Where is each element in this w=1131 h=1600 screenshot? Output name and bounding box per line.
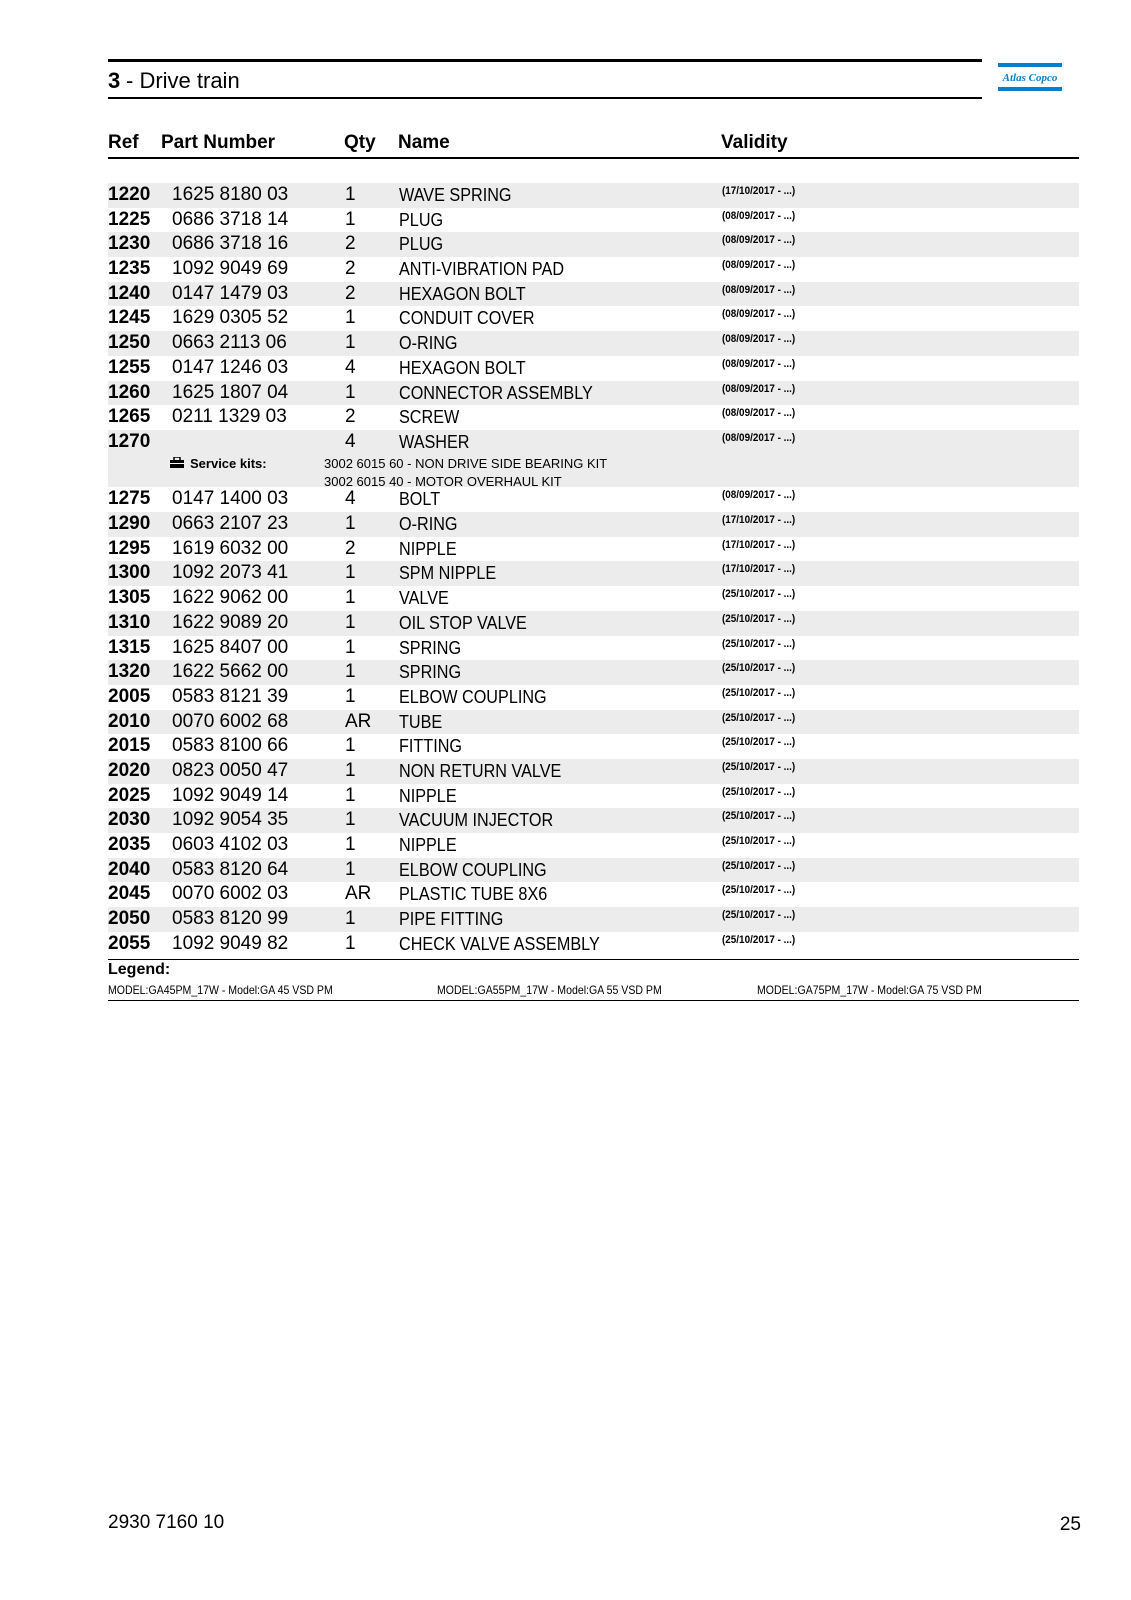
row-qty: 1 [345,332,356,354]
row-validity: (25/10/2017 - ...) [722,760,796,773]
row-validity: (08/09/2017 - ...) [722,407,796,420]
table-row [108,858,1079,883]
row-name: NIPPLE [399,835,457,855]
row-part-number: 0686 3718 14 [172,208,289,230]
row-validity: (25/10/2017 - ...) [722,810,796,823]
row-qty: 1 [345,932,356,954]
column-header-name: Name [398,132,450,153]
row-ref: 2030 [108,809,151,831]
atlas-copco-logo [998,63,1062,93]
logo-text: Atlas Copco [1002,72,1058,84]
row-part-number: 0070 6002 03 [172,883,289,905]
row-part-number: 1092 9049 69 [172,258,289,280]
row-part-number: 1092 2073 41 [172,562,289,584]
row-part-number: 0686 3718 16 [172,233,289,255]
row-part-number: 0147 1479 03 [172,282,289,304]
row-part-number: 0583 8120 64 [172,858,289,880]
row-part-number: 0211 1329 03 [172,406,287,428]
row-qty: 4 [345,430,356,452]
row-qty: 1 [345,759,356,781]
page-number: 25 [1059,1514,1081,1535]
row-validity: (25/10/2017 - ...) [722,884,796,897]
row-part-number: 1092 9049 82 [172,932,289,954]
column-header-ref: Ref [108,132,139,153]
row-ref: 1315 [108,636,151,658]
row-validity: (25/10/2017 - ...) [722,859,796,872]
row-ref: 2005 [108,685,151,707]
row-qty: 1 [345,611,356,633]
row-ref: 1290 [108,513,151,535]
section-header [108,59,982,99]
table-row [108,282,1079,307]
row-part-number: 1629 0305 52 [172,307,289,329]
row-validity: (17/10/2017 - ...) [722,185,796,197]
row-validity: (08/09/2017 - ...) [722,283,796,296]
row-part-number: 0147 1400 03 [172,488,289,510]
row-ref: 2010 [108,710,151,732]
row-ref: 1240 [108,282,151,304]
row-name: WAVE SPRING [399,185,512,205]
row-ref: 1260 [108,381,151,403]
row-qty: 1 [345,208,356,230]
row-qty: 1 [345,784,356,806]
table-row [108,183,1079,208]
section-title: - Drive train [126,68,240,93]
row-part-number: 1092 9049 14 [172,784,289,806]
parts-table [108,183,1079,956]
row-name: NIPPLE [399,538,457,559]
row-validity: (17/10/2017 - ...) [722,514,796,527]
row-ref: 1230 [108,233,151,255]
row-part-number: 1619 6032 00 [172,537,289,559]
table-row [108,710,1079,735]
table-row [108,306,1079,331]
row-qty: 1 [345,184,356,205]
row-part-number: 1622 9062 00 [172,587,289,609]
row-name: O-RING [399,333,458,354]
row-validity: (17/10/2017 - ...) [722,538,796,551]
legend-top-rule [108,959,1079,960]
row-validity: (25/10/2017 - ...) [722,637,796,650]
row-name: NON RETURN VALVE [399,760,562,781]
row-name: ELBOW COUPLING [399,859,547,880]
row-part-number: 1622 9089 20 [172,611,289,633]
legend-label: Legend: [108,961,171,978]
row-validity: (17/10/2017 - ...) [722,563,796,576]
table-row [108,381,1079,406]
row-validity: (25/10/2017 - ...) [722,835,796,847]
row-qty: 1 [345,307,356,329]
row-validity: (25/10/2017 - ...) [722,736,796,749]
row-part-number: 1625 8407 00 [172,636,289,658]
row-validity: (25/10/2017 - ...) [722,909,796,922]
row-qty: 1 [345,908,356,930]
row-name: SPRING [399,637,462,658]
row-validity: (08/09/2017 - ...) [722,431,796,444]
row-validity: (08/09/2017 - ...) [722,259,796,272]
row-ref: 1265 [108,406,151,428]
table-row [108,430,1079,488]
table-row [108,487,1079,512]
legend-item: MODEL:GA75PM_17W - Model:GA 75 VSD PM [757,983,982,997]
row-validity: (08/09/2017 - ...) [722,333,796,346]
row-name: FITTING [399,736,462,757]
row-qty: 4 [345,356,356,378]
section-number: 3 [108,68,121,93]
row-ref: 1305 [108,587,151,609]
service-kits-label: Service kits: [190,455,267,471]
row-ref: 2055 [108,932,151,954]
toolbox-icon [170,457,184,468]
row-validity: (25/10/2017 - ...) [722,612,796,625]
row-name: ANTI-VIBRATION PAD [399,259,565,280]
row-part-number: 0663 2107 23 [172,513,289,535]
row-validity: (25/10/2017 - ...) [722,933,796,946]
row-name: SPM NIPPLE [399,563,497,584]
row-qty: 4 [345,488,356,510]
row-ref: 2025 [108,784,151,806]
row-qty: 1 [345,834,356,855]
table-row [108,405,1079,430]
row-name: CONDUIT COVER [399,308,535,329]
column-header-qty: Qty [344,132,376,153]
row-qty: 1 [345,661,356,683]
row-qty: 1 [345,562,356,584]
table-row [108,208,1079,233]
table-row [108,586,1079,611]
row-ref: 1245 [108,307,151,329]
table-row [108,932,1079,957]
row-ref: 1295 [108,537,151,559]
row-name: TUBE [399,711,443,732]
table-row [108,356,1079,381]
row-ref: 1255 [108,356,151,378]
table-row [108,232,1079,257]
service-kit-item: 3002 6015 60 - NON DRIVE SIDE BEARING KIT [324,455,608,471]
row-qty: 1 [345,587,356,609]
row-qty: 1 [345,858,356,880]
column-header-part-number: Part Number [161,132,276,153]
row-qty: 1 [345,513,356,535]
row-qty: 2 [345,282,356,304]
row-validity: (25/10/2017 - ...) [722,785,796,798]
row-ref: 2050 [108,908,151,930]
row-qty: 1 [345,381,356,403]
row-ref: 1225 [108,208,151,230]
table-row [108,685,1079,710]
row-qty: 2 [345,233,356,255]
row-part-number: 0603 4102 03 [172,834,289,855]
table-row [108,660,1079,685]
row-qty: 2 [345,537,356,559]
row-validity: (25/10/2017 - ...) [722,588,796,601]
row-name: NIPPLE [399,785,457,806]
row-part-number: 0147 1246 03 [172,356,289,378]
row-name: WASHER [399,431,470,452]
legend-item: MODEL:GA55PM_17W - Model:GA 55 VSD PM [437,983,662,997]
row-validity: (08/09/2017 - ...) [722,489,796,502]
table-row [108,759,1079,784]
table-row [108,808,1079,833]
row-validity: (08/09/2017 - ...) [722,209,796,222]
row-qty: 1 [345,809,356,831]
row-ref: 1270 [108,430,151,452]
row-qty: 1 [345,636,356,658]
row-qty: 1 [345,685,356,707]
row-part-number: 1625 1807 04 [172,381,289,403]
row-qty: AR [345,883,372,905]
table-row [108,331,1079,356]
row-qty: AR [345,710,372,732]
row-ref: 2045 [108,883,151,905]
row-part-number: 1625 8180 03 [172,184,289,205]
table-row [108,537,1079,562]
row-qty: 1 [345,735,356,757]
row-part-number: 0070 6002 68 [172,710,289,732]
row-ref: 2020 [108,759,151,781]
table-row [108,882,1079,907]
document-number: 2930 7160 10 [108,1512,225,1533]
row-name: HEXAGON BOLT [399,357,526,378]
legend-bottom-rule [108,1000,1079,1001]
row-ref: 2035 [108,834,151,855]
row-ref: 1320 [108,661,151,683]
row-ref: 2015 [108,735,151,757]
row-validity: (25/10/2017 - ...) [722,711,796,724]
row-validity: (08/09/2017 - ...) [722,234,796,247]
legend-item: MODEL:GA45PM_17W - Model:GA 45 VSD PM [108,983,333,997]
row-name: BOLT [399,489,441,510]
row-part-number: 0663 2113 06 [172,332,287,354]
row-name: PIPE FITTING [399,909,504,930]
table-row [108,907,1079,932]
row-part-number: 0583 8120 99 [172,908,289,930]
row-validity: (08/09/2017 - ...) [722,308,796,321]
row-ref: 2040 [108,858,151,880]
row-ref: 1220 [108,184,151,205]
row-ref: 1300 [108,562,151,584]
row-part-number: 1622 5662 00 [172,661,289,683]
row-qty: 2 [345,406,356,428]
row-name: PLUG [399,234,444,255]
row-ref: 1250 [108,332,151,354]
row-name: VACUUM INJECTOR [399,810,554,831]
table-row [108,734,1079,759]
row-name: SCREW [399,407,460,428]
row-validity: (08/09/2017 - ...) [722,357,796,370]
service-kit-item: 3002 6015 40 - MOTOR OVERHAUL KIT [324,473,562,489]
row-part-number: 1092 9054 35 [172,809,289,831]
row-ref: 1310 [108,611,151,633]
row-name: CHECK VALVE ASSEMBLY [399,933,600,954]
column-header-validity: Validity [721,132,788,153]
row-name: SPRING [399,662,462,683]
row-name: ELBOW COUPLING [399,686,547,707]
row-name: HEXAGON BOLT [399,283,526,304]
row-part-number: 0583 8121 39 [172,685,289,707]
row-validity: (25/10/2017 - ...) [722,686,796,699]
row-part-number: 0583 8100 66 [172,735,289,757]
table-row [108,561,1079,586]
header-rule [108,157,1079,159]
table-row [108,833,1079,858]
table-row [108,611,1079,636]
row-validity: (08/09/2017 - ...) [722,382,796,395]
row-ref: 1235 [108,258,151,280]
row-name: O-RING [399,514,458,535]
row-qty: 2 [345,258,356,280]
table-row [108,257,1079,282]
row-validity: (25/10/2017 - ...) [722,662,796,675]
table-row [108,784,1079,809]
row-name: VALVE [399,588,449,609]
row-name: CONNECTOR ASSEMBLY [399,382,593,403]
row-name: OIL STOP VALVE [399,612,527,633]
row-part-number: 0823 0050 47 [172,759,289,781]
table-row [108,512,1079,537]
row-name: PLASTIC TUBE 8X6 [399,884,548,905]
row-name: PLUG [399,209,444,230]
row-ref: 1275 [108,488,151,510]
table-row [108,636,1079,661]
